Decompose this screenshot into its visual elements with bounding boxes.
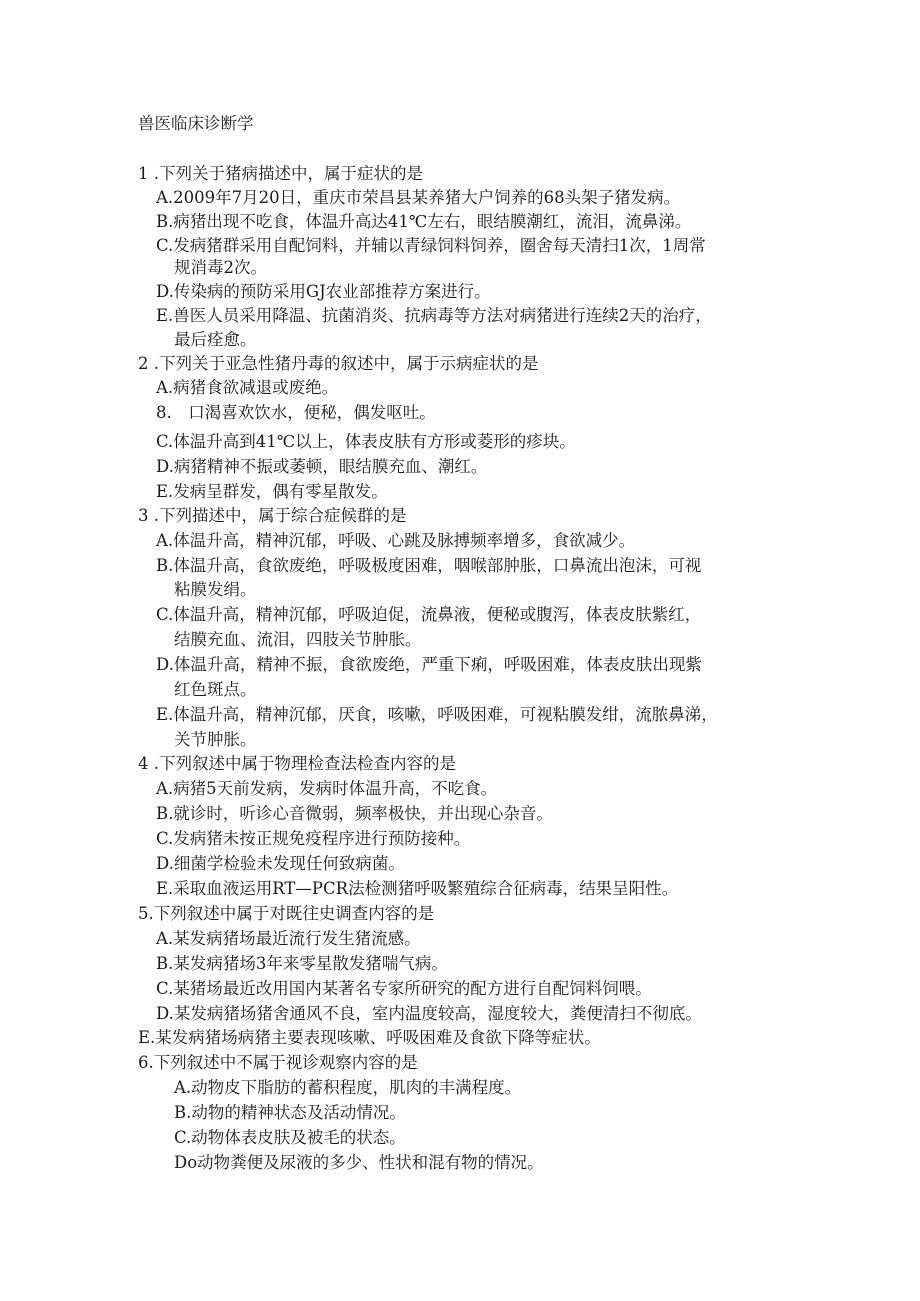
question-1-option-e: E.兽医人员采用降温、抗菌消炎、抗病毒等方法对病猪进行连续2天的治疗， <box>156 306 712 325</box>
question-3-option-d-cont: 红色斑点。 <box>174 680 257 699</box>
question-2-option-b: 8. 口渴喜欢饮水，便秘，偶发呕吐。 <box>156 403 436 422</box>
question-3-option-b: B.体温升高，食欲废绝，呼吸极度困难，咽喉部肿胀，口鼻流出泡沫，可视 <box>156 556 702 575</box>
question-3-option-e-cont: 关节肿胀。 <box>174 730 257 749</box>
question-1-option-c-cont: 规消毒2次。 <box>174 258 267 277</box>
question-4-option-a: A.病猪5天前发病，发病时体温升高，不吃食。 <box>156 779 498 798</box>
question-3-option-e: E.体温升高，精神沉郁，厌食，咳嗽，呼吸困难，可视粘膜发绀，流脓鼻涕， <box>156 705 718 724</box>
question-5-option-e: E.某发病猪场病猪主要表现咳嗽、呼吸困难及食欲下降等症状。 <box>138 1028 601 1047</box>
question-5-stem: 5.下列叙述中属于对既往史调查内容的是 <box>138 904 435 923</box>
question-6-stem: 6.下列叙述中不属于视诊观察内容的是 <box>138 1053 418 1072</box>
question-4-option-d: D.细菌学检验未发现任何致病菌。 <box>156 854 405 873</box>
question-2-option-d: D.病猪精神不振或萎顿，眼结膜充血、潮红。 <box>156 457 488 476</box>
question-2-option-e: E.发病呈群发，偶有零星散发。 <box>156 482 388 501</box>
question-1-option-b: B.病猪出现不吃食，体温升高达41℃左右，眼结膜潮红，流泪，流鼻涕。 <box>156 212 692 231</box>
question-6-option-b: B.动物的精神状态及活动情况。 <box>174 1103 406 1122</box>
question-3-option-c: C.体温升高，精神沉郁，呼吸迫促，流鼻液，便秘或腹泻，体表皮肤紫红， <box>156 605 702 624</box>
question-4-option-b: B.就诊时，听诊心音微弱，频率极快，并出现心杂音。 <box>156 804 553 823</box>
question-5-option-a: A.某发病猪场最近流行发生猪流感。 <box>156 929 421 948</box>
question-1-option-a: A.2009年7月20日，重庆市荣昌县某养猪大户饲养的68头架子猪发病。 <box>156 188 681 207</box>
question-6-option-c: C.动物体表皮肤及被毛的状态。 <box>174 1128 406 1147</box>
question-5-option-c: C.某猪场最近改用国内某著名专家所研究的配方进行自配饲料饲喂。 <box>156 979 652 998</box>
question-6-option-d: Do动物粪便及尿液的多少、性状和混有物的情况。 <box>174 1153 544 1172</box>
question-5-option-b: B.某发病猪场3年来零星散发猪喘气病。 <box>156 954 448 973</box>
question-1-option-e-cont: 最后痊愈。 <box>174 330 257 349</box>
question-3-option-b-cont: 粘膜发绢。 <box>174 580 257 599</box>
question-4-option-e: E.采取血液运用RT—PCR法检测猪呼吸繁殖综合征病毒，结果呈阳性。 <box>156 879 679 898</box>
question-1-stem: 1 .下列关于猪病描述中，属于症状的是 <box>138 164 423 183</box>
question-6-option-a: A.动物皮下脂肪的蓄积程度，肌肉的丰满程度。 <box>174 1078 522 1097</box>
question-1-option-c: C.发病猪群采用自配饲料，并辅以青绿饲料饲养，圈舍每天清扫1次，1周常 <box>156 236 706 255</box>
question-2-option-c: C.体温升高到41℃以上，体表皮肤有方形或菱形的疹块。 <box>156 432 576 451</box>
question-1-option-d: D.传染病的预防采用GJ农业部推荐方案进行。 <box>156 282 491 301</box>
question-2-option-a: A.病猪食欲减退或废绝。 <box>156 378 339 397</box>
question-3-option-c-cont: 结膜充血、流泪，四肢关节肿胀。 <box>174 630 422 649</box>
question-3-option-a: A.体温升高，精神沉郁，呼吸、心跳及脉搏频率增多，食欲减少。 <box>156 531 636 550</box>
question-3-option-d: D.体温升高，精神不振，食欲废绝，严重下痢，呼吸困难，体表皮肤出现紫 <box>156 655 702 674</box>
question-3-stem: 3 .下列描述中，属于综合症候群的是 <box>138 506 407 525</box>
question-2-stem: 2 .下列关于亚急性猪丹毒的叙述中，属于示病症状的是 <box>138 354 539 373</box>
question-5-option-d: D.某发病猪场猪舍通风不良，室内温度较高，湿度较大，粪便清扫不彻底。 <box>156 1004 702 1023</box>
question-4-option-c: C.发病猪未按正规免疫程序进行预防接种。 <box>156 829 471 848</box>
question-4-stem: 4 .下列叙述中属于物理检查法检查内容的是 <box>138 754 456 773</box>
document-title: 兽医临床诊断学 <box>138 114 254 133</box>
